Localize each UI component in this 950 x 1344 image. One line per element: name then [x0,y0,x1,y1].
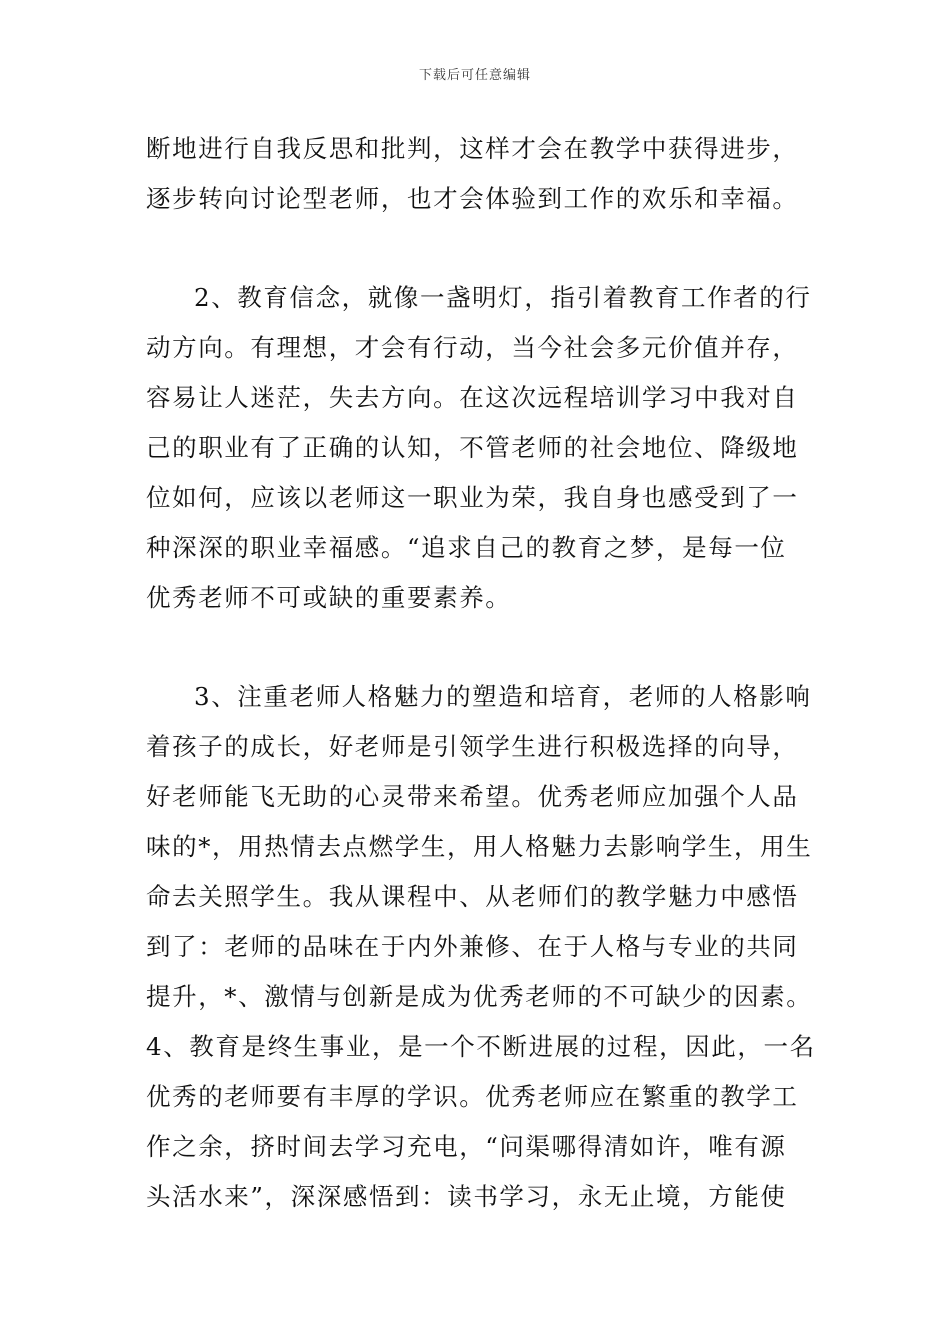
text-line: 着孩子的成长，好老师是引领学生进行积极选择的向导， [146,732,799,761]
paragraph-spacer [146,623,816,672]
text-line: 优秀的老师要有丰厚的学识。优秀老师应在繁重的教学工 [146,1082,799,1111]
text-line: 头活水来”，深深感悟到：读书学习，永无止境，方能使 [146,1182,787,1211]
text-line: 好老师能飞无助的心灵带来希望。优秀老师应加强个人品 [146,782,799,811]
text-line: 2、教育信念，就像一盏明灯，指引着教育工作者的行 [194,283,812,312]
text-line: 味的*，用热情去点燃学生，用人格魅力去影响学生，用生 [146,832,813,861]
page-header: 下载后可任意编辑 [418,68,531,83]
text-line: 作之余，挤时间去学习充电，“问渠哪得清如许，唯有源 [146,1132,787,1161]
text-line: 提升，*、激情与创新是成为优秀老师的不可缺少的因素。 [146,982,813,1011]
paragraph-spacer [146,224,816,273]
text-line: 优秀老师不可或缺的重要素养。 [146,583,512,612]
text-line: 命去关照学生。我从课程中、从老师们的教学魅力中感悟 [146,882,799,911]
text-line: 断地进行自我反思和批判，这样才会在教学中获得进步， [146,134,799,163]
text-line: 位如何，应该以老师这一职业为荣，我自身也感受到了一 [146,483,799,512]
text-line: 逐步转向讨论型老师，也才会体验到工作的欢乐和幸福。 [146,184,799,213]
text-line: 动方向。有理想，才会有行动，当今社会多元价值并存， [146,333,799,362]
text-line: 容易让人迷茫，失去方向。在这次远程培训学习中我对自 [146,383,799,412]
text-line: 3、注重老师人格魅力的塑造和培育，老师的人格影响 [194,682,812,711]
text-line: 4、教育是终生事业，是一个不断进展的过程，因此，一名 [146,1032,816,1061]
text-line: 种深深的职业幸福感。“追求自己的教育之梦，是每一位 [146,533,787,562]
paragraph-3 [146,672,816,1222]
document-body [146,124,816,1222]
text-line: 到了：老师的品味在于内外兼修、在于人格与专业的共同 [146,932,799,961]
paragraph-1 [146,124,816,224]
paragraph-2 [146,273,816,623]
text-line: 己的职业有了正确的认知，不管老师的社会地位、降级地 [146,433,799,462]
